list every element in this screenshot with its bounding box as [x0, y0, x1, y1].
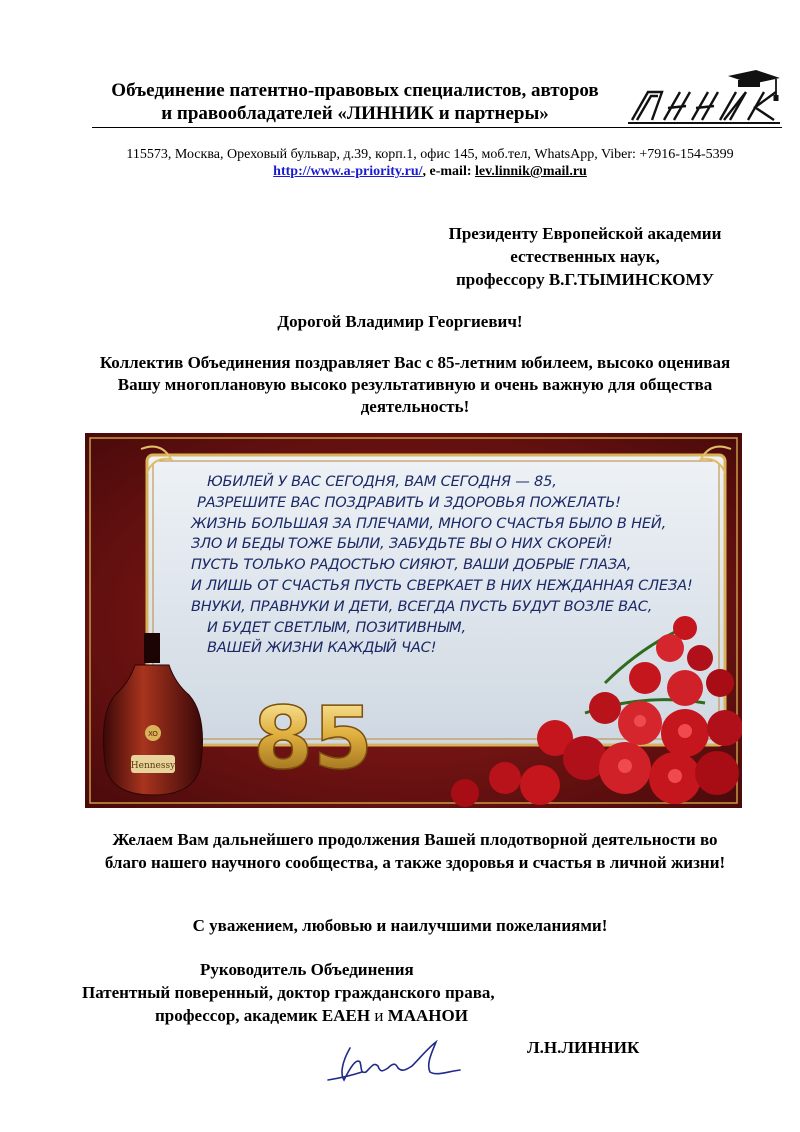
org-name-line1: Объединение патентно-правовых специалистов, авторов: [111, 80, 599, 101]
signatory-title: Руководитель Объединения: [200, 960, 414, 979]
graduation-cap-icon: [728, 70, 780, 101]
bottle-label: Hennessy: [130, 761, 176, 771]
email-link[interactable]: lev.linnik@mail.ru: [475, 164, 587, 179]
bottle-badge: XO: [148, 730, 158, 738]
linnik-logo: [628, 70, 780, 126]
poem-line: ПУСТЬ ТОЛЬКО РАДОСТЬЮ СИЯЮТ, ВАШИ ДОБРЫЕ ГЛАЗА,: [191, 556, 632, 574]
addressee-line3: профессору В.Г.ТЫМИНСКОМУ: [455, 270, 715, 289]
poem-line: ВАШЕЙ ЖИЗНИ КАЖДЫЙ ЧАС!: [207, 639, 437, 657]
email-label: , e-mail:: [422, 164, 475, 179]
contact-links: [60, 164, 800, 180]
poem-line: ЗЛО И БЕДЫ ТОЖЕ БЫЛИ, ЗАБУДЬТЕ ВЫ О НИХ СКОРЕЙ!: [191, 535, 613, 553]
handwritten-signature: [320, 1028, 470, 1088]
regards-line: С уважением, любовью и наилучшими пожеланиями!: [192, 916, 608, 935]
anniversary-number: 85: [253, 689, 373, 789]
poem-line: ВНУКИ, ПРАВНУКИ И ДЕТИ, ВСЕГДА ПУСТЬ БУДУТ ВОЗЛЕ ВАС,: [191, 597, 653, 615]
contact-address: 115573, Москва, Ореховый бульвар, д.39, корп.1, офис 145, моб.тел, WhatsApp, Viber: +7916-154-5399: [126, 147, 734, 162]
website-link[interactable]: http://www.a-priority.ru/: [273, 164, 423, 179]
addressee-line2: естественных наук,: [510, 247, 660, 266]
poem-line: ЮБИЛЕЙ У ВАС СЕГОДНЯ, ВАМ СЕГОДНЯ — 85,: [207, 473, 557, 490]
poem-line: РАЗРЕШИТЕ ВАС ПОЗДРАВИТЬ И ЗДОРОВЬЯ ПОЖЕЛАТЬ!: [197, 493, 621, 511]
signatory-block: [60, 958, 590, 1027]
signatory-ranks-part1: профессор, академик ЕАЕН: [155, 1006, 375, 1025]
addressee-line1: Президенту Европейской академии: [448, 224, 722, 243]
poem-line: ЖИЗНЬ БОЛЬШАЯ ЗА ПЛЕЧАМИ, МНОГО СЧАСТЬЯ БЫЛО В НЕЙ,: [191, 514, 667, 532]
signatory-ranks-part2: МААНОИ: [383, 1006, 468, 1025]
signatory-ranks-conj: и: [374, 1006, 384, 1025]
signatory-ranks: [60, 1004, 590, 1027]
poem-line: И ЛИШЬ ОТ СЧАСТЬЯ ПУСТЬ СВЕРКАЕТ В НИХ НЕЖДАННАЯ СЛЕЗА!: [191, 576, 693, 594]
org-name-line2: и правообладателей «ЛИННИК и партнеры»: [161, 103, 549, 124]
logo-wordmark-icon: [632, 92, 776, 120]
signatory-credentials: Патентный поверенный, доктор гражданского права,: [82, 983, 495, 1002]
congratulation-paragraph: Коллектив Объединения поздравляет Вас с 85-летним юбилеем, высоко оценивая Вашу многоплановую высоко результативную и очень важную для общества деятельность!: [99, 353, 731, 416]
header-divider: [92, 127, 782, 128]
salutation: Дорогой Владимир Георгиевич!: [277, 312, 523, 331]
addressee-block: [395, 222, 775, 291]
wish-paragraph: Желаем Вам дальнейшего продолжения Вашей плодотворной деятельности во благо нашего научного сообщества, а также здоровья и счастья в личной жизни!: [104, 830, 726, 872]
poem-line: И БУДЕТ СВЕТЛЫМ, ПОЗИТИВНЫМ,: [207, 618, 466, 636]
card-poem: [191, 472, 715, 659]
signatory-name: Л.Н.ЛИННИК: [527, 1038, 640, 1057]
